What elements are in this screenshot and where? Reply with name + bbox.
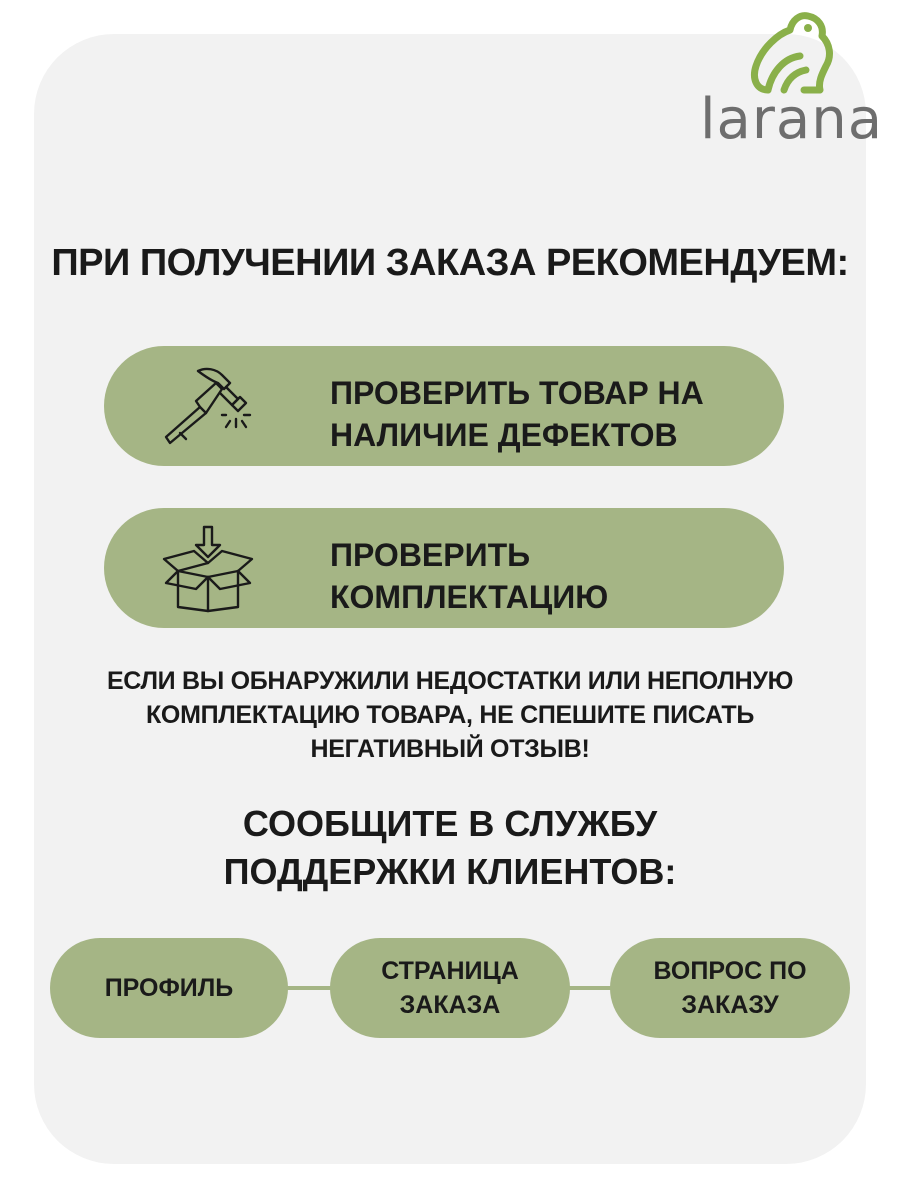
step-order-question: ВОПРОС ПО ЗАКАЗУ	[610, 938, 850, 1038]
frog-logo-icon	[748, 8, 838, 98]
recommendation-label: ПРОВЕРИТЬ КОМПЛЕКТАЦИЮ	[330, 537, 609, 615]
notice-text: ЕСЛИ ВЫ ОБНАРУЖИЛИ НЕДОСТАТКИ ИЛИ НЕПОЛНУЮ КОМПЛЕКТАЦИЮ ТОВАРА, НЕ СПЕШИТЕ ПИСАТЬ НЕГАТИВНЫЙ ОТЗЫВ!	[106, 667, 794, 763]
recommendation-check-completeness	[104, 508, 784, 628]
recommendation-label: ПРОВЕРИТЬ ТОВАР НА НАЛИЧИЕ ДЕФЕКТОВ	[330, 375, 704, 453]
step-profile: ПРОФИЛЬ	[50, 938, 288, 1038]
brand-logo	[700, 8, 890, 152]
step-order-page: СТРАНИЦА ЗАКАЗА	[330, 938, 570, 1038]
page-title: ПРИ ПОЛУЧЕНИИ ЗАКАЗА РЕКОМЕНДУЕМ:	[51, 242, 849, 284]
recommendation-check-defects	[104, 346, 784, 466]
support-call-to-action: СООБЩИТЕ В СЛУЖБУ ПОДДЕРЖКИ КЛИЕНТОВ:	[223, 803, 677, 892]
open-box-icon	[160, 523, 256, 613]
hammer-icon	[160, 361, 256, 451]
brand-name: larana	[700, 87, 884, 152]
